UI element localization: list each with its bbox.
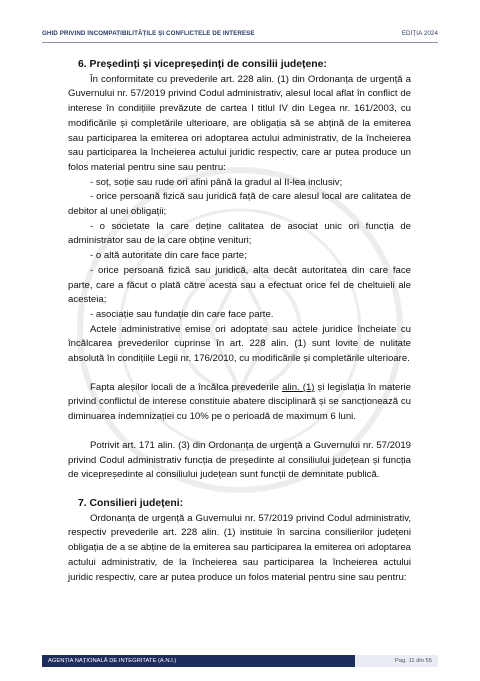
paragraph-disciplinary [68,381,411,425]
paragraph-text: Fapta aleșilor locali de a încălca prevederile [90,381,283,393]
section-7-intro: Ordonanța de urgență a Guvernului nr. 57/2019 privind Codul administrativ, respectiv prevederile art. 228 alin. (1) instituie în sarcina consilierilor județeni obligația de a se abține de la emiterea sau participarea la emiterea ori adoptarea actului administrativ, de la încheierea sau participarea la încheierea actului juridic respectiv, care ar putea produce un folos material pentru sine sau pentru: [68,512,411,583]
section-6-intro: În conformitate cu prevederile art. 228 alin. (1) din Ordonanța de urgență a Guvernului nr. 57/2019 privind Codul administrativ, alesul local aflat în conflict de interese în condițiile prevăzute de cartea I titlul IV din Legea nr. 161/2003, cu modificările și completările ulterioare, are obligația să se abțină de la emiterea sau participarea la emiterea ori adoptarea actului administrativ, de la încheierea sau participarea la încheierea actului juridic respectiv, care ar putea produce un folos material pentru sine sau pentru: [68,73,411,173]
document-body [68,58,411,585]
footer-agency: AGENȚIA NAȚIONALĂ DE INTEGRITATE (A.N.I.) [48,658,177,664]
paragraph-acts-nullity: Actele administrative emise ori adoptate sau actele juridice încheiate cu încălcarea prevederilor cuprinse în art. 228 alin. (1) sunt lovite de nulitate absolută în condițiile Legii nr. 176/2010, cu modificările și completările ulterioare. [68,323,411,365]
page-number: Pag. 11 din 55 [355,655,438,667]
page-header [42,30,438,37]
section-7-heading: 7. Consilieri județeni: [78,497,184,509]
header-divider [42,42,438,43]
section-6-heading: 6. Președinți și vicepreședinți de consilii județene: [78,59,327,70]
list-item: - asociație sau fundație din care face parte. [90,308,274,320]
paragraph-art-171: Potrivit art. 171 alin. (3) din Ordonanța de urgență a Guvernului nr. 57/2019 privind Codul administrativ funcția de președinte al consiliului județean și funcția de vicepreședinte al consiliului județean sunt funcții de demnitate publică. [68,439,411,481]
header-title: GHID PRIVIND INCOMPATIBILITĂȚILE ȘI CONFLICTELE DE INTERESE [42,30,255,37]
header-edition: EDIȚIA 2024 [401,30,438,37]
article-reference-link[interactable]: alin. (1) [282,381,315,393]
list-item: - orice persoană fizică sau juridică față de care alesul local are calitatea de debitor al unei obligații; [68,191,411,218]
list-item: - o societate la care deține calitatea de asociat unic ori funcția de administrator sau de la care obține venituri; [68,220,411,247]
paragraph-text: și legislația în materie privind conflictul de interese constituie abatere disciplinară și se sancționează cu diminuarea indemnizației cu 10% pe o perioadă de maximum 6 luni. [68,381,411,423]
page-footer [42,655,438,667]
list-item: - orice persoană fizică sau juridică, alta decât autoritatea din care face parte, care a făcut o plată către acesta sau a efectuat orice fel de cheltuieli ale acesteia; [68,264,411,306]
list-item: - soț, soție sau rude ori afini până la gradul al II-lea inclusiv; [90,176,343,188]
list-item: - o altă autoritate din care face parte; [90,250,247,262]
